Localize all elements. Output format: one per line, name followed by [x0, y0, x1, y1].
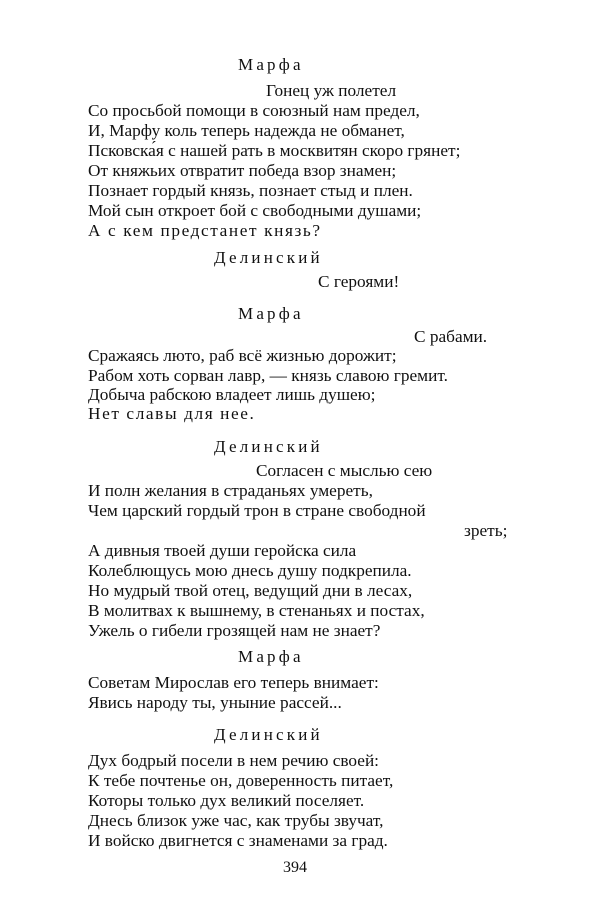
verse-line: С рабами.: [414, 327, 488, 346]
speaker-heading: Марфа: [238, 304, 304, 323]
verse-line: Советам Мирослав его теперь внимает:: [88, 673, 379, 692]
verse-line: Колеблющусь мою днесь душу подкрепила.: [88, 561, 412, 580]
verse-line: Согласен с мыслью сею: [256, 461, 433, 480]
verse-line: А с кем предстанет князь?: [88, 221, 322, 240]
speaker-heading: Делинский: [214, 248, 323, 267]
verse-line: Мой сын откроет бой с свободными душами;: [88, 201, 422, 220]
verse-line: Гонец уж полетел: [266, 81, 397, 100]
verse-line: А дивныя твоей души геройска сила: [88, 541, 357, 560]
speaker-heading: Делинский: [214, 437, 323, 456]
verse-line: Со просьбой помощи в союзный нам предел,: [88, 101, 420, 120]
verse-line: И, Марфу коль теперь надежда не обманет,: [88, 121, 405, 140]
verse-line: Псковска́я с нашей рать в москвитян скоро грянет;: [88, 141, 461, 160]
verse-line: Которы только дух великий поселяет.: [88, 791, 365, 810]
verse-line: Дух бодрый посели в нем речию своей:: [88, 751, 379, 770]
verse-line: Чем царский гордый трон в стране свободной: [88, 501, 426, 520]
speaker-heading: Марфа: [238, 647, 304, 666]
speaker-heading: Делинский: [214, 725, 323, 744]
verse-line: С героями!: [318, 272, 400, 291]
verse-line: Явись народу ты, уныние рассей...: [88, 693, 342, 712]
verse-line: Сражаясь люто, раб всё жизнью дорожит;: [88, 346, 397, 365]
verse-line: И полн желания в страданьях умереть,: [88, 481, 373, 500]
verse-line: Рабом хоть сорван лавр, — князь славою гремит.: [88, 366, 448, 385]
speaker-heading: Марфа: [238, 55, 304, 74]
verse-line: Нет славы для нее.: [88, 404, 256, 423]
verse-line: Добыча рабскою владеет лишь душею;: [88, 385, 376, 404]
verse-line: От княжьих отвратит победа взор знамен;: [88, 161, 397, 180]
verse-line: К тебе почтенье он, доверенность питает,: [88, 771, 394, 790]
verse-line: Ужель о гибели грозящей нам не знает?: [88, 621, 381, 640]
verse-line: Днесь близок уже час, как трубы звучат,: [88, 811, 384, 830]
verse-line: И войско двигнется с знаменами за град.: [88, 831, 388, 850]
verse-line: Но мудрый твой отец, ведущий дни в лесах,: [88, 581, 413, 600]
verse-line: Познает гордый князь, познает стыд и плен.: [88, 181, 413, 200]
verse-line: В молитвах к вышнему, в стенаньях и постах,: [88, 601, 425, 620]
verse-line: зреть;: [464, 521, 508, 540]
page-number: 394: [283, 859, 307, 876]
